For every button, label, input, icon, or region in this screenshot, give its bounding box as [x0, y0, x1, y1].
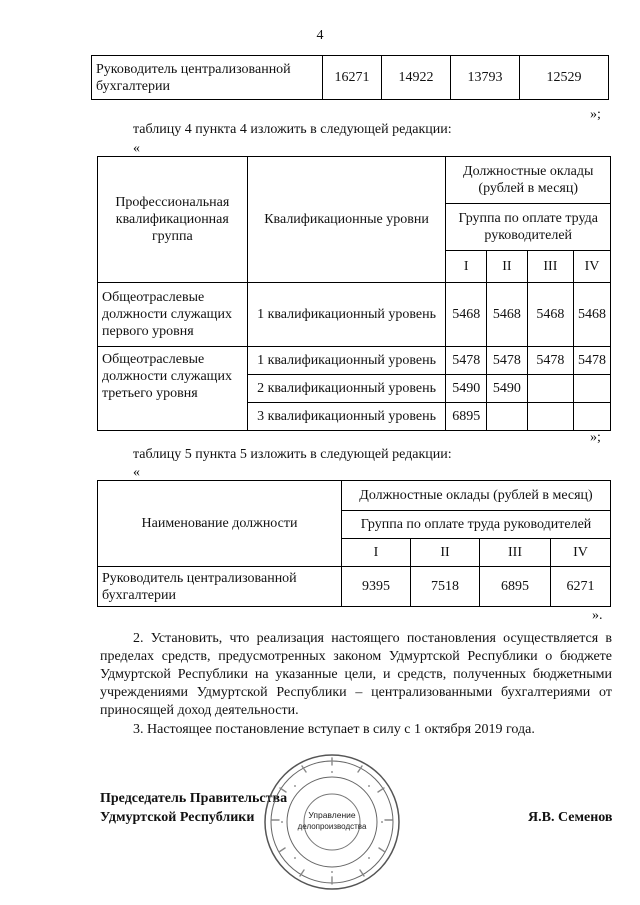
value-cell: 6895 — [446, 403, 487, 431]
value-cell: 5490 — [446, 375, 487, 403]
open-quote: « — [133, 465, 140, 480]
table-row — [98, 567, 611, 607]
intro-table-4: таблицу 4 пункта 4 изложить в следующей редакции: — [133, 122, 452, 137]
stamp-line2: делопроизводства — [297, 822, 367, 831]
row-label: Руководитель централизованной бухгалтерии — [92, 56, 323, 100]
roman-cell: I — [446, 251, 487, 283]
header-salary: Должностные оклады (рублей в месяц) — [446, 157, 611, 204]
roman-cell: III — [480, 539, 551, 567]
table-row — [98, 283, 611, 347]
table-row — [92, 56, 609, 100]
open-quote: « — [133, 141, 140, 156]
header-group: Профессиональная квалификационная группа — [98, 157, 248, 283]
header-mgr-group: Группа по оплате труда руководителей — [342, 511, 611, 539]
header-mgr-group: Группа по оплате труда руководителей — [446, 204, 611, 251]
level-label: 1 квалификационный уровень — [247, 283, 446, 347]
closing-mark: »; — [590, 107, 601, 122]
roman-cell: I — [342, 539, 411, 567]
signature-name: Я.В. Семенов — [528, 810, 613, 825]
group-label: Общеотраслевые должности служащих третьего уровня — [98, 347, 248, 431]
value-cell: 5478 — [487, 347, 528, 375]
value-cell — [527, 403, 573, 431]
value-cell: 5490 — [487, 375, 528, 403]
value-cell: 5478 — [446, 347, 487, 375]
roman-cell: III — [527, 251, 573, 283]
header-name: Наименование должности — [98, 481, 342, 567]
roman-cell: II — [487, 251, 528, 283]
table-row — [98, 157, 611, 204]
signature-title-line2: Удмуртской Республики — [100, 810, 255, 825]
level-label: 1 квалификационный уровень — [247, 347, 446, 375]
closing-mark: ». — [592, 608, 603, 623]
intro-table-5: таблицу 5 пункта 5 изложить в следующей редакции: — [133, 447, 452, 462]
signature-title-line1: Председатель Правительства — [100, 791, 288, 806]
value-cell: 5478 — [527, 347, 573, 375]
table-row — [98, 347, 611, 375]
row-label: Руководитель централизованной бухгалтерии — [98, 567, 342, 607]
value-cell — [527, 375, 573, 403]
page-number: 4 — [316, 28, 324, 43]
roman-cell: IV — [574, 251, 611, 283]
table-4 — [97, 156, 611, 431]
value-cell: 12529 — [520, 56, 609, 100]
roman-cell: II — [411, 539, 480, 567]
value-cell: 5468 — [574, 283, 611, 347]
value-cell: 5468 — [487, 283, 528, 347]
official-stamp — [262, 752, 402, 892]
value-cell: 6271 — [551, 567, 611, 607]
roman-cell: IV — [551, 539, 611, 567]
value-cell: 9395 — [342, 567, 411, 607]
value-cell: 6895 — [480, 567, 551, 607]
value-cell — [574, 375, 611, 403]
header-salary: Должностные оклады (рублей в месяц) — [342, 481, 611, 511]
table-row — [98, 481, 611, 511]
value-cell: 13793 — [451, 56, 520, 100]
header-levels: Квалификационные уровни — [247, 157, 446, 283]
group-label: Общеотраслевые должности служащих первого уровня — [98, 283, 248, 347]
value-cell: 5468 — [527, 283, 573, 347]
table-top — [91, 55, 609, 100]
value-cell: 5468 — [446, 283, 487, 347]
value-cell: 16271 — [323, 56, 382, 100]
value-cell: 14922 — [382, 56, 451, 100]
paragraph-2: 2. Установить, что реализация настоящего постановления осуществляется в пределах средств, предусмотренных законом Удмуртской Республики о бюджете Удмуртской Республики на указанные цели, и средств, полученных бюджетными учреждениями Удмуртской Республики – централизованными бухгалтериями от приносящей доход деятельности. — [100, 631, 612, 718]
value-cell: 7518 — [411, 567, 480, 607]
value-cell — [574, 403, 611, 431]
value-cell: 5478 — [574, 347, 611, 375]
value-cell — [487, 403, 528, 431]
paragraph-3: 3. Настоящее постановление вступает в силу с 1 октября 2019 года. — [133, 722, 535, 737]
closing-mark: »; — [590, 430, 601, 445]
stamp-line1: Управление — [308, 810, 356, 820]
table-5 — [97, 480, 611, 607]
stamp-icon — [262, 752, 402, 892]
signature-title — [100, 789, 287, 827]
level-label: 2 квалификационный уровень — [247, 375, 446, 403]
level-label: 3 квалификационный уровень — [247, 403, 446, 431]
